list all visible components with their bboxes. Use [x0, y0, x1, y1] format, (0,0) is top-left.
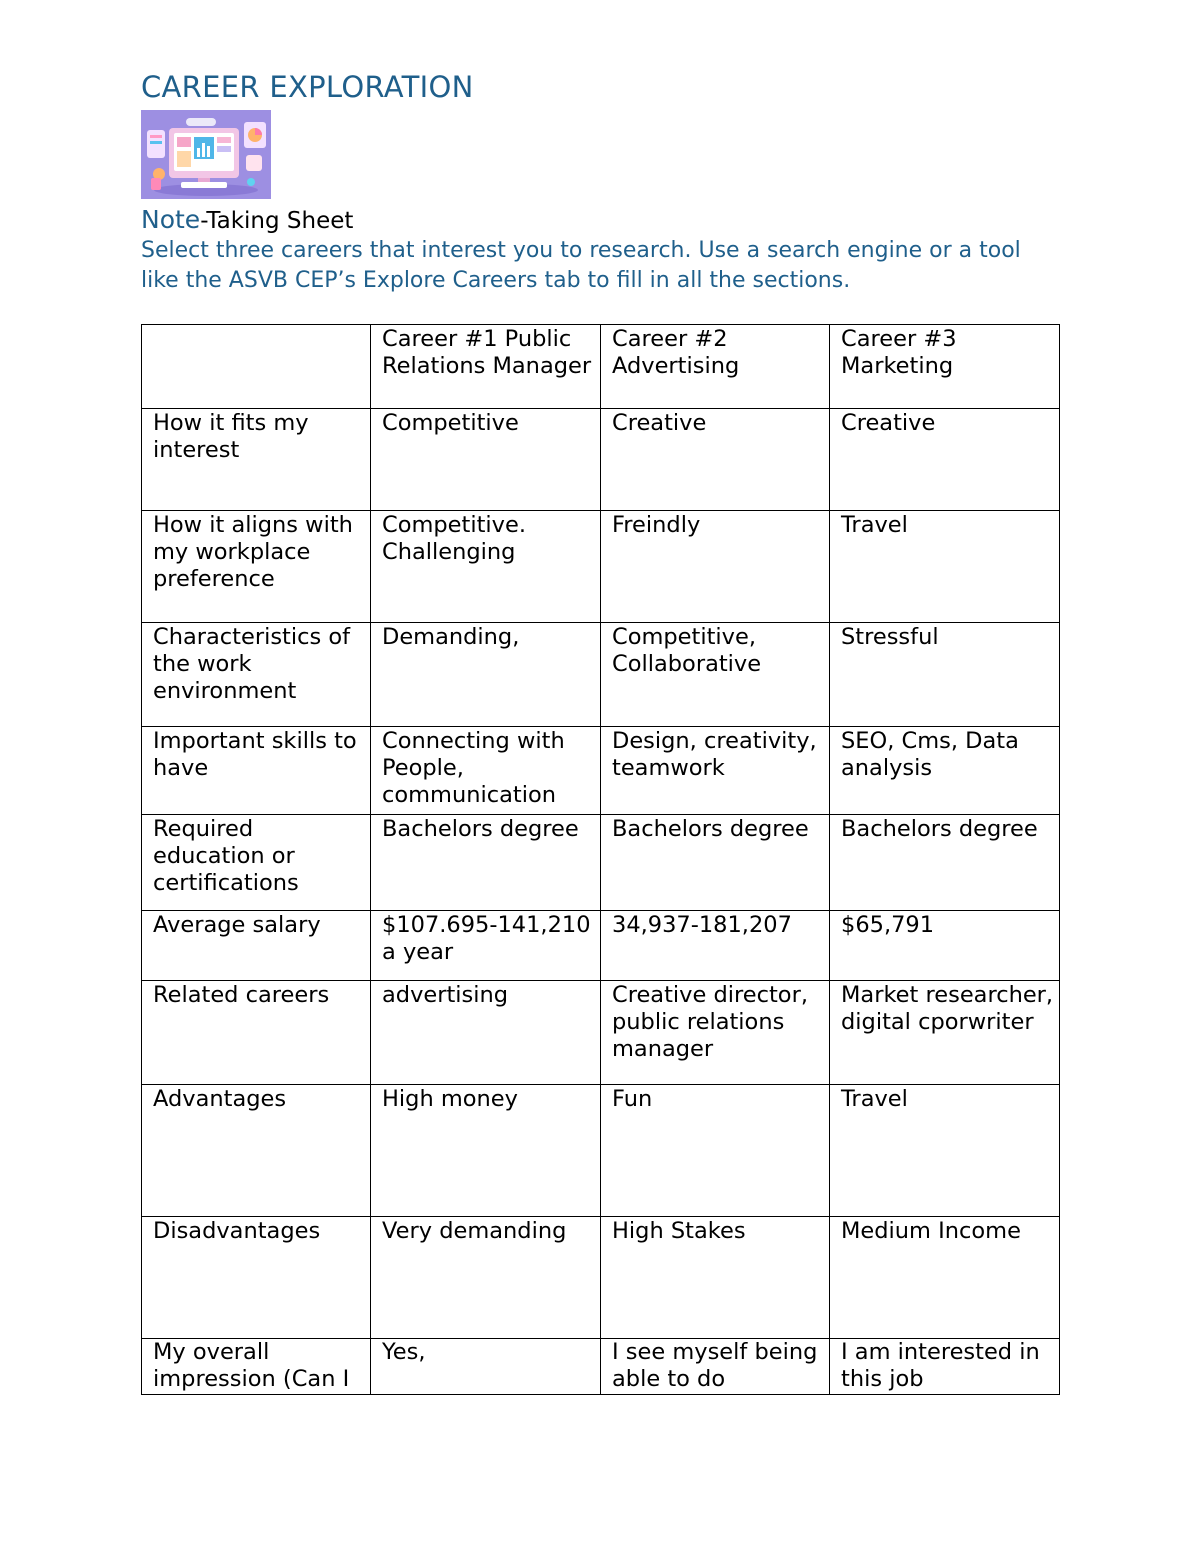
- table-cell: Competitive. Challenging: [371, 511, 601, 623]
- table-row: [142, 1217, 1060, 1339]
- table-cell: I see myself being able to do: [601, 1339, 830, 1395]
- note-accent-text: Note: [141, 205, 201, 234]
- table-cell: High Stakes: [601, 1217, 830, 1339]
- table-cell: Creative: [830, 409, 1060, 511]
- taking-sheet-text: -Taking Sheet: [200, 208, 354, 234]
- page-title: CAREER EXPLORATION: [141, 70, 474, 104]
- table-cell: Demanding,: [371, 623, 601, 727]
- table-cell: Competitive, Collaborative: [601, 623, 830, 727]
- table-cell: I am interested in this job: [830, 1339, 1060, 1395]
- computer-dashboard-icon: [141, 110, 271, 199]
- table-row: [142, 623, 1060, 727]
- table-cell: High money: [371, 1085, 601, 1217]
- note-taking-sheet-heading: [141, 205, 353, 234]
- table-cell: Creative: [601, 409, 830, 511]
- table-row: [142, 1339, 1060, 1395]
- table-header-row: [142, 325, 1060, 409]
- header-cell-career-1: Career #1 Public Relations Manager: [371, 325, 601, 409]
- table-cell: Travel: [830, 511, 1060, 623]
- table-cell: Very demanding: [371, 1217, 601, 1339]
- table-cell: Creative director, public relations manager: [601, 981, 830, 1085]
- table-row: [142, 511, 1060, 623]
- table-cell: Medium Income: [830, 1217, 1060, 1339]
- row-label-cell: Advantages: [142, 1085, 371, 1217]
- table-cell: SEO, Cms, Data analysis: [830, 727, 1060, 815]
- row-label-cell: How it aligns with my workplace preference: [142, 511, 371, 623]
- instructions-text: Select three careers that interest you to research. Use a search engine or a tool like the ASVB CEP’s Explore Careers tab to fill in all the sections.: [141, 238, 1021, 293]
- table-cell: advertising: [371, 981, 601, 1085]
- table-cell: Design, creativity, teamwork: [601, 727, 830, 815]
- table-cell: Travel: [830, 1085, 1060, 1217]
- header-cell-career-3: Career #3 Marketing: [830, 325, 1060, 409]
- table-cell: Market researcher, digital cporwriter: [830, 981, 1060, 1085]
- table-row: [142, 815, 1060, 911]
- row-label-cell: How it fits my interest: [142, 409, 371, 511]
- row-label-cell: Related careers: [142, 981, 371, 1085]
- table-cell: Fun: [601, 1085, 830, 1217]
- row-label-cell: Important skills to have: [142, 727, 371, 815]
- table-row: [142, 911, 1060, 981]
- table-cell: Connecting with People, communication: [371, 727, 601, 815]
- table-row: [142, 727, 1060, 815]
- header-cell-career-2: Career #2 Advertising: [601, 325, 830, 409]
- row-label-cell: My overall impression (Can I: [142, 1339, 371, 1395]
- table-row: [142, 1085, 1060, 1217]
- table-row: [142, 981, 1060, 1085]
- row-label-cell: Characteristics of the work environment: [142, 623, 371, 727]
- career-illustration-image: [141, 110, 271, 199]
- table-cell: 34,937-181,207: [601, 911, 830, 981]
- table-row: [142, 409, 1060, 511]
- table-cell: $107.695-141,210 a year: [371, 911, 601, 981]
- header-cell-blank: [142, 325, 371, 409]
- table-cell: Bachelors degree: [830, 815, 1060, 911]
- career-comparison-table: [141, 324, 1060, 1395]
- table-cell: Bachelors degree: [601, 815, 830, 911]
- table-cell: Bachelors degree: [371, 815, 601, 911]
- table-cell: Freindly: [601, 511, 830, 623]
- table-cell: $65,791: [830, 911, 1060, 981]
- table-cell: Stressful: [830, 623, 1060, 727]
- row-label-cell: Disadvantages: [142, 1217, 371, 1339]
- table-cell: Competitive: [371, 409, 601, 511]
- row-label-cell: Required education or certifications: [142, 815, 371, 911]
- table-cell: Yes,: [371, 1339, 601, 1395]
- row-label-cell: Average salary: [142, 911, 371, 981]
